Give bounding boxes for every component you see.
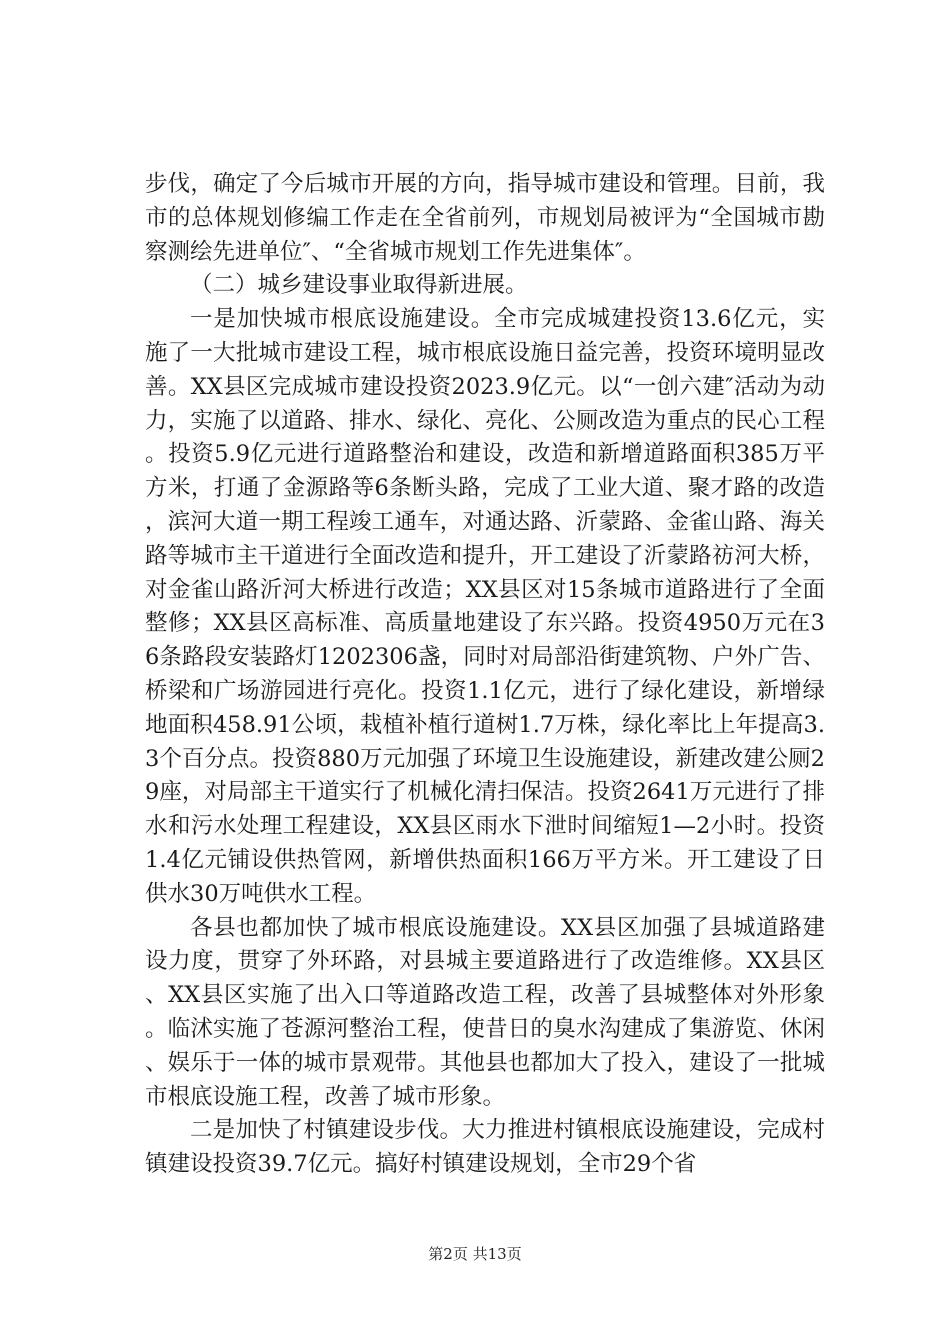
document-body [145, 168, 825, 1182]
page-footer [0, 1244, 950, 1264]
paragraph-continuation: 步伐，确定了今后城市开展的方向，指导城市建设和管理。目前，我市的总体规划修编工作走在全省前列，市规划局被评为“全国城市勘察测绘先进单位″、“全省城市规划工作先进集体″。 [145, 171, 825, 265]
page-number: 第2页 共13页 [428, 1245, 522, 1263]
paragraph-village-construction: 二是加快了村镇建设步伐。大力推进村镇根底设施建设，完成村镇建设投资39.7亿元。搞好村镇建设规划，全市29个省 [145, 1117, 825, 1178]
paragraph-county-infrastructure: 各县也都加快了城市根底设施建设。XX县区加强了县城道路建设力度，贯穿了外环路，对县城主要道路进行了改造维修。XX县区、XX县区实施了出入口等道路改造工程，改善了县城整体对外形象。临沭实施了苍源河整治工程，使昔日的臭水沟建成了集游览、休闲、娱乐于一体的城市景观带。其他县也都加大了投入，建设了一批城市根底设施工程，改善了城市形象。 [145, 914, 825, 1110]
section-heading: （二）城乡建设事业取得新进展。 [190, 272, 528, 299]
paragraph-city-infrastructure: 一是加快城市根底设施建设。全市完成城建投资13.6亿元，实施了一大批城市建设工程，城市根底设施日益完善，投资环境明显改善。XX县区完成城市建设投资2023.9亿元。以“一创六建″活动为动力，实施了以道路、排水、绿化、亮化、公厕改造为重点的民心工程。投资5.9亿元进行道路整治和建设，改造和新增道路面积385万平方米，打通了金源路等6条断头路，完成了工业大道、聚才路的改造，滨河大道一期工程竣工通车，对通达路、沂蒙路、金雀山路、海关路等城市主干道进行全面改造和提升，开工建设了沂蒙路祊河大桥，对金雀山路沂河大桥进行改造；XX县区对15条城市道路进行了全面整修；XX县区高标准、高质量地建设了东兴路。投资4950万元在36条路段安装路灯1202306盏，同时对局部沿街建筑物、户外广告、桥梁和广场游园进行亮化。投资1.1亿元，进行了绿化建设，新增绿地面积458.91公顷，栽植补植行道树1.7万株，绿化率比上年提高3.3个百分点。投资880万元加强了环境卫生设施建设，新建改建公厕29座，对局部主干道实行了机械化清扫保洁。投资2641万元进行了排水和污水处理工程建设，XX县区雨水下泄时间缩短1—2小时。投资1.4亿元铺设供热管网，新增供热面积166万平方米。开工建设了日供水30万吨供水工程。 [145, 306, 825, 907]
